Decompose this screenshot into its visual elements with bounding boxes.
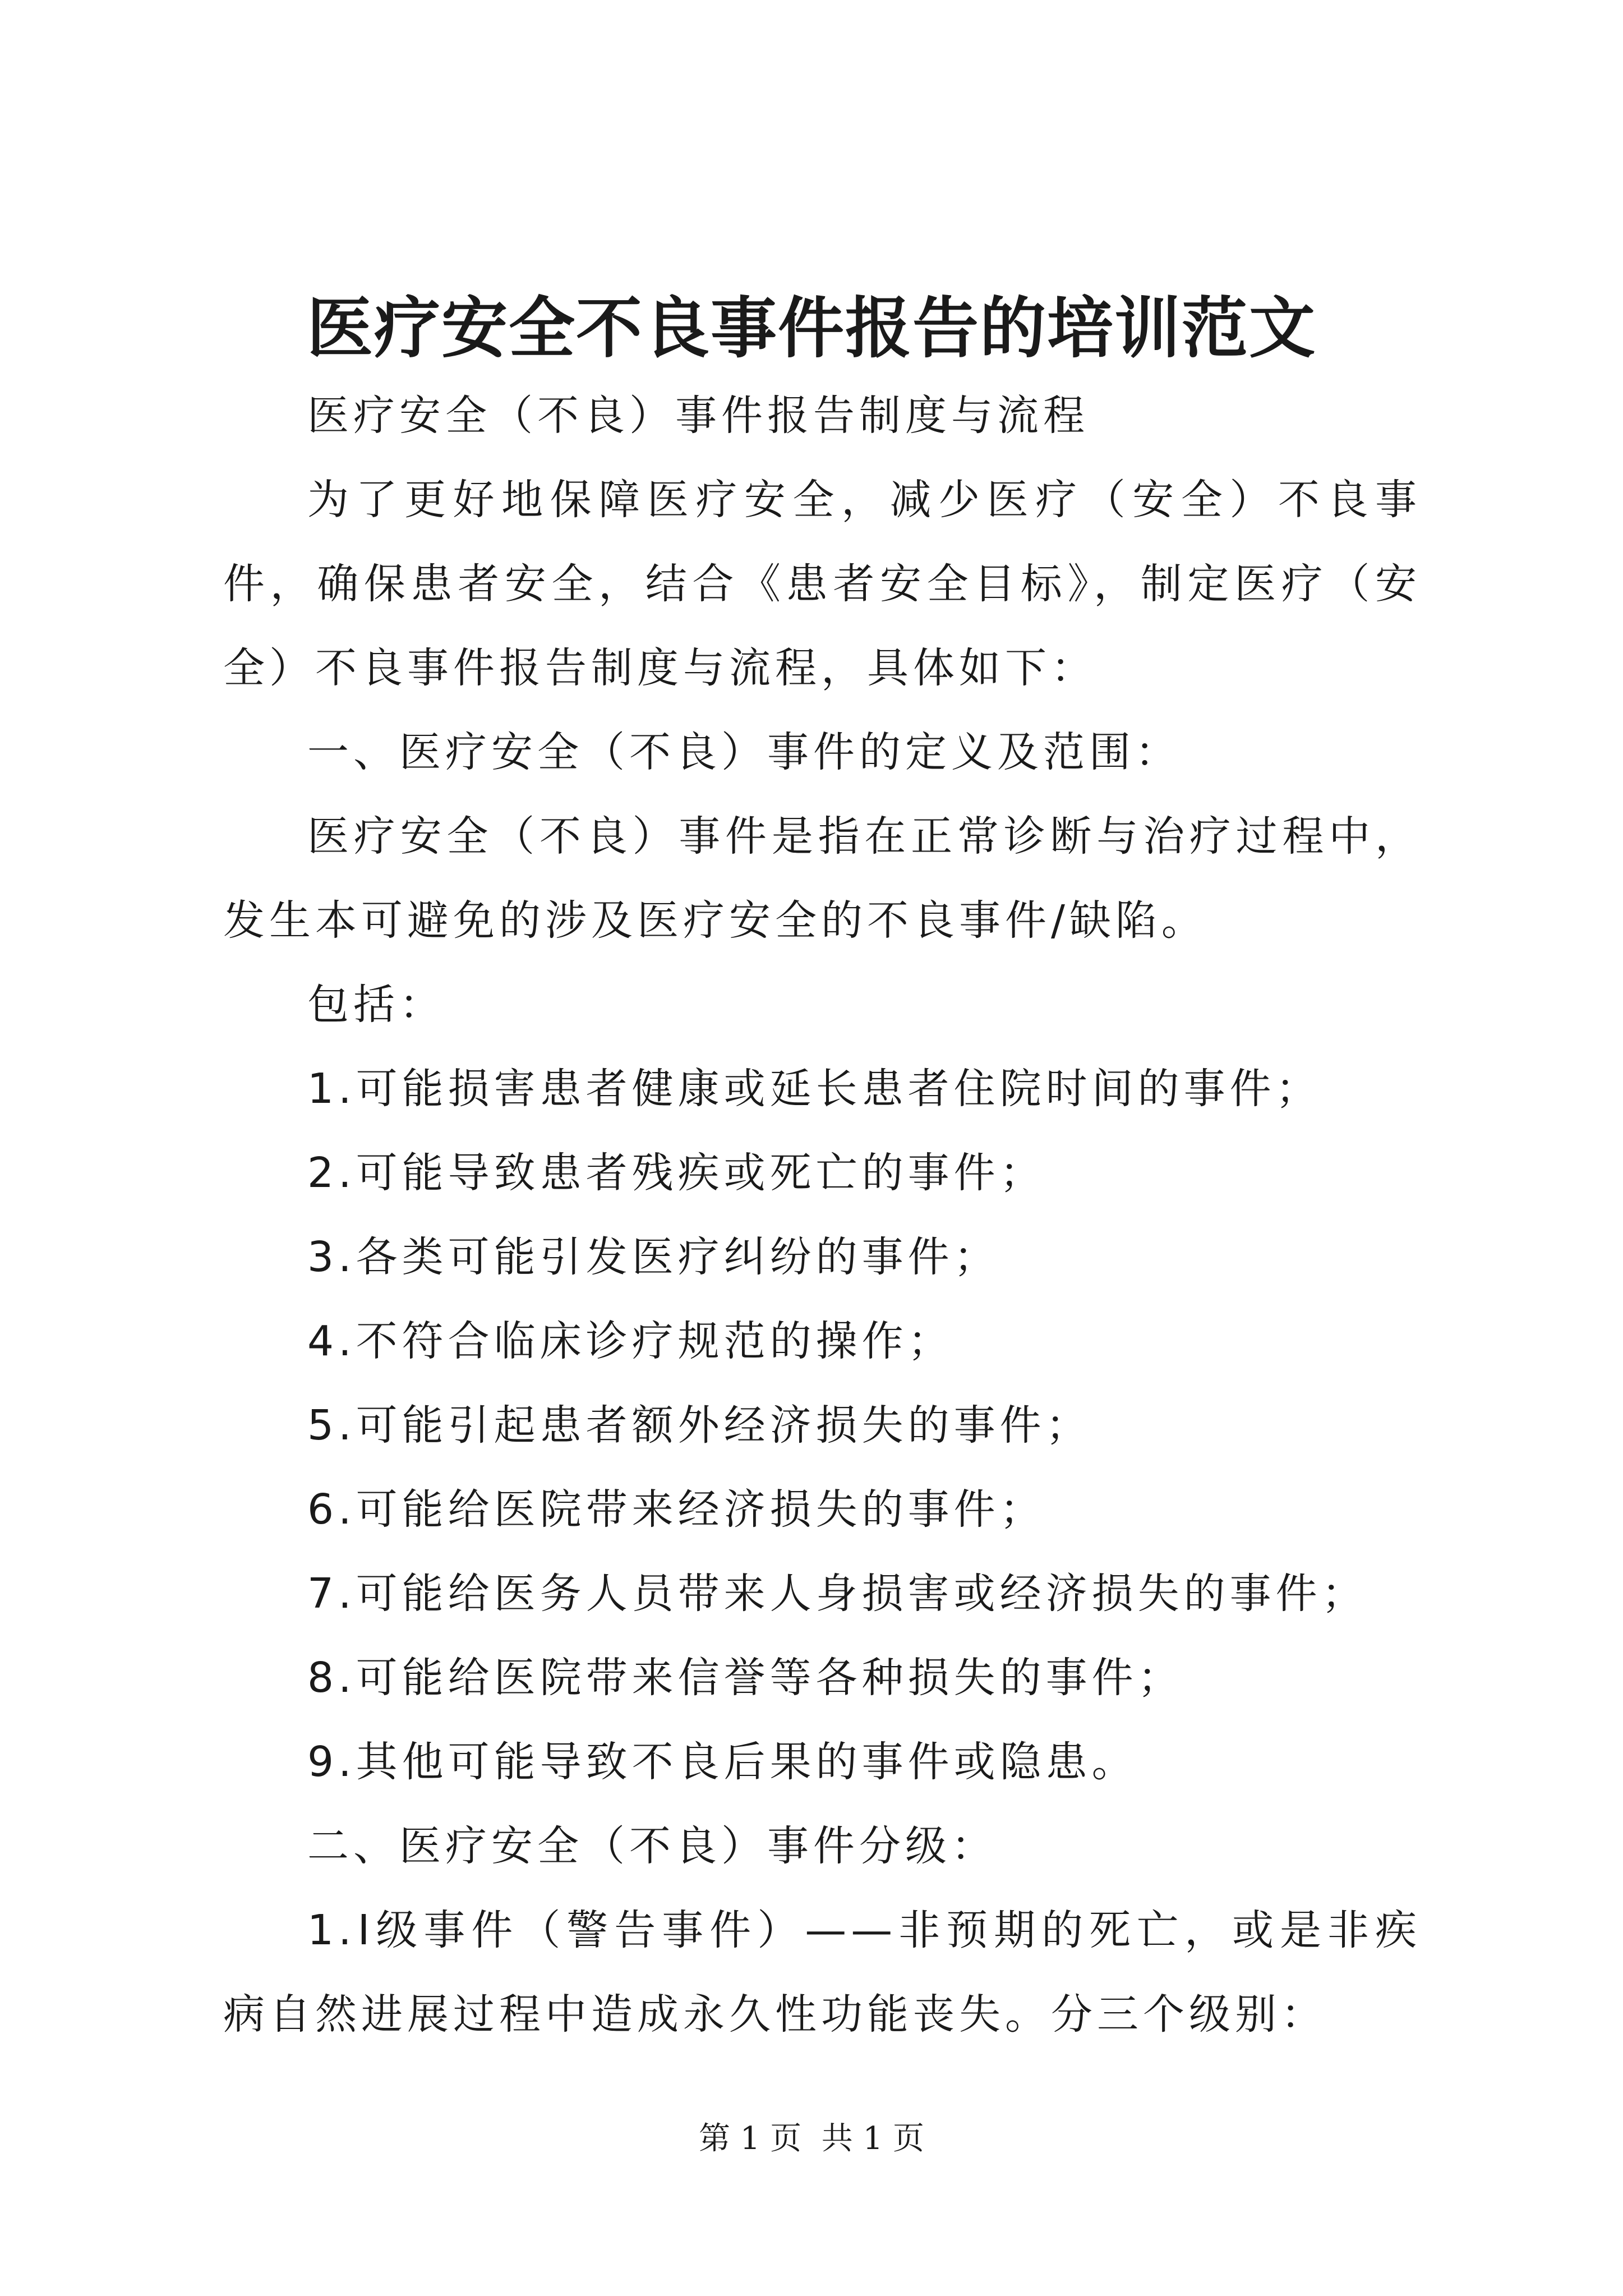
- list-item: 3.各类可能引发医疗纠纷的事件；: [307, 1233, 1000, 1281]
- list-intro: 包括：: [307, 981, 445, 1029]
- list-item: 2.可能导致患者残疾或死亡的事件；: [307, 1149, 1046, 1197]
- grading-paragraph: 1.Ⅰ级事件（警告事件）——非预期的死亡，或是非疾病自然进展过程中造成永久性功能丧失。分三个级别：: [223, 1906, 1421, 2039]
- document-body: [223, 374, 1421, 2056]
- section-heading-grading: 二、医疗安全（不良）事件分级：: [307, 1822, 997, 1870]
- list-item: 1.可能损害患者健康或延长患者住院时间的事件；: [307, 1065, 1322, 1113]
- page-footer: 第 1 页 共 1 页: [698, 2120, 925, 2157]
- list-item: 4.不符合临床诊疗规范的操作；: [307, 1317, 954, 1365]
- section-heading-definition: 一、医疗安全（不良）事件的定义及范围：: [307, 728, 1181, 776]
- list-item: 7.可能给医务人员带来人身损害或经济损失的事件；: [307, 1570, 1368, 1618]
- definition-paragraph: 医疗安全（不良）事件是指在正常诊断与治疗过程中，发生本可避免的涉及医疗安全的不良事件/缺陷。: [223, 812, 1421, 945]
- list-item: 6.可能给医院带来经济损失的事件；: [307, 1485, 1046, 1534]
- subtitle-paragraph: 医疗安全（不良）事件报告制度与流程: [307, 392, 1089, 440]
- list-item: 5.可能引起患者额外经济损失的事件；: [307, 1401, 1092, 1450]
- intro-paragraph: 为了更好地保障医疗安全，减少医疗（安全）不良事件，确保患者安全，结合《患者安全目标》，制定医疗（安全）不良事件报告制度与流程，具体如下：: [223, 476, 1421, 692]
- document-title: 医疗安全不良事件报告的培训范文: [306, 289, 1316, 367]
- list-item: 9.其他可能导致不良后果的事件或隐患。: [307, 1738, 1138, 1786]
- list-item: 8.可能给医院带来信誉等各种损失的事件；: [307, 1654, 1184, 1702]
